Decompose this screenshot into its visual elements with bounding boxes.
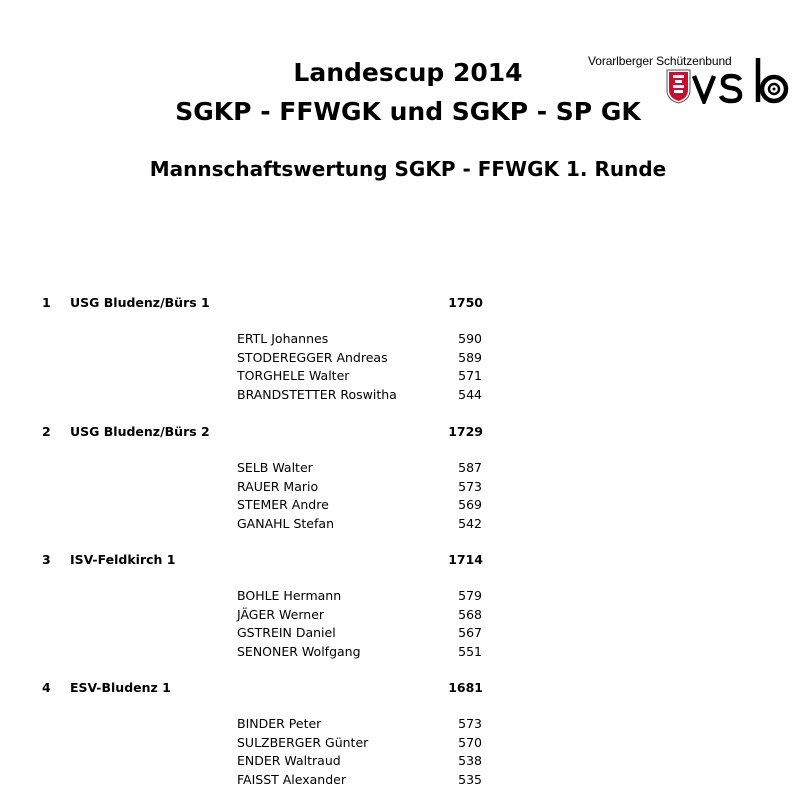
team-rank: 1 — [42, 295, 51, 310]
team-total: 1714 — [448, 552, 483, 567]
member-score: 569 — [458, 497, 482, 512]
member-name: ERTL Johannes — [237, 331, 329, 346]
member-name: BINDER Peter — [237, 716, 322, 731]
member-score: 573 — [458, 478, 482, 494]
member-name: STODEREGGER Andreas — [237, 349, 388, 365]
member-score: 573 — [458, 716, 482, 731]
member-name: FAISST Alexander — [237, 771, 346, 787]
team-row — [0, 680, 810, 700]
member-score: 570 — [458, 734, 482, 750]
member-score: 587 — [458, 460, 482, 475]
member-row — [0, 772, 810, 792]
member-score: 544 — [458, 386, 482, 402]
team-rank: 4 — [42, 680, 51, 695]
member-score: 551 — [458, 643, 482, 659]
member-row — [0, 607, 810, 627]
member-name: RAUER Mario — [237, 478, 319, 494]
member-row — [0, 387, 810, 407]
member-row — [0, 644, 810, 664]
member-row — [0, 516, 810, 536]
logo-org-name: Vorarlberger Schützenbund — [588, 54, 732, 68]
member-row — [0, 497, 810, 517]
document-subtitle: Mannschaftswertung SGKP - FFWGK 1. Runde — [149, 157, 667, 181]
member-score: 538 — [458, 753, 482, 768]
member-row — [0, 331, 810, 351]
team-row — [0, 552, 810, 572]
document-title-line-2: SGKP - FFWGK und SGKP - SP GK — [175, 97, 641, 126]
member-row — [0, 350, 810, 370]
team-row — [0, 295, 810, 315]
document-title: Landescup 2014 — [293, 58, 523, 87]
vsb-wordmark-logo — [588, 54, 800, 104]
member-name: BRANDSTETTER Roswitha — [237, 386, 397, 402]
member-row — [0, 588, 810, 608]
member-row — [0, 625, 810, 645]
member-name: STEMER Andre — [237, 497, 329, 512]
team-row — [0, 424, 810, 444]
member-score: 568 — [458, 606, 482, 622]
member-row — [0, 735, 810, 755]
crest-icon — [667, 70, 690, 103]
team-total: 1750 — [448, 295, 483, 310]
team-total: 1729 — [448, 424, 483, 439]
member-score: 579 — [458, 588, 482, 603]
team-name: ESV-Bludenz 1 — [70, 680, 171, 695]
team-rank: 3 — [42, 552, 51, 567]
team-total: 1681 — [448, 680, 483, 695]
team-name: USG Bludenz/Bürs 2 — [70, 424, 210, 439]
member-name: BOHLE Hermann — [237, 588, 342, 603]
member-score: 542 — [458, 515, 482, 531]
member-score: 590 — [458, 331, 482, 346]
member-name: TORGHELE Walter — [237, 368, 350, 383]
member-name: JÄGER Werner — [237, 606, 325, 622]
member-name: GSTREIN Daniel — [237, 625, 336, 640]
member-name: GANAHL Stefan — [237, 515, 334, 531]
team-name: ISV-Feldkirch 1 — [70, 552, 176, 567]
member-row — [0, 479, 810, 499]
member-row — [0, 460, 810, 480]
member-score: 535 — [458, 771, 482, 787]
member-name: SENONER Wolfgang — [237, 643, 361, 659]
member-name: SULZBERGER Günter — [237, 734, 369, 750]
team-rank: 2 — [42, 424, 51, 439]
member-score: 589 — [458, 349, 482, 365]
member-row — [0, 368, 810, 388]
member-row — [0, 753, 810, 773]
member-score: 567 — [458, 625, 482, 640]
member-name: SELB Walter — [237, 460, 313, 475]
vsb-logo — [588, 54, 800, 104]
member-row — [0, 716, 810, 736]
team-name: USG Bludenz/Bürs 1 — [70, 295, 210, 310]
member-name: ENDER Waltraud — [237, 753, 341, 768]
member-score: 571 — [458, 368, 482, 383]
